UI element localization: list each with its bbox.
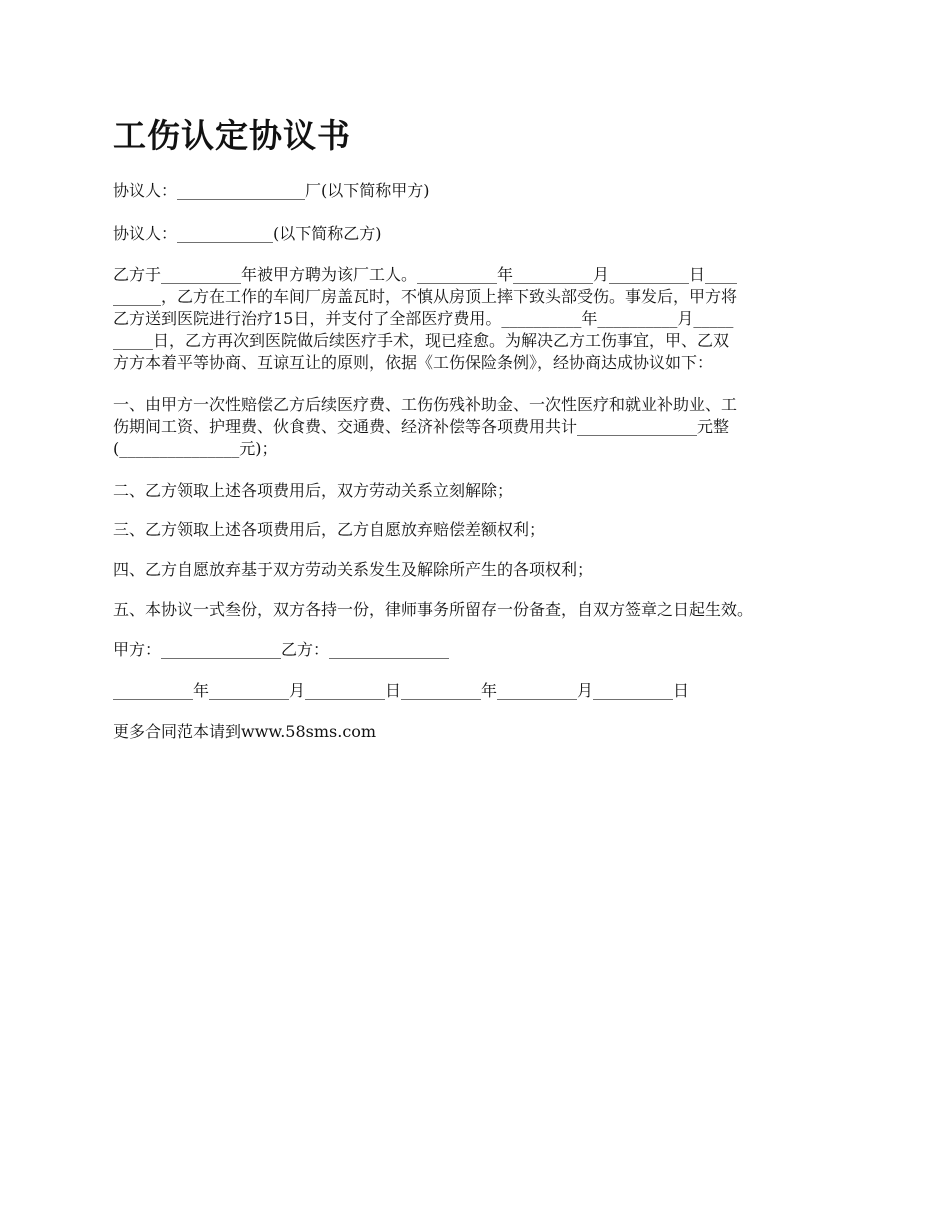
intro-line: 乙方于__________年被甲方聘为该厂工人。__________年__________月__________日____: [113, 265, 738, 284]
clause-4: 四、乙方自愿放弃基于双方劳动关系发生及解除所产生的各项权利；: [113, 560, 594, 579]
intro-line: _____日，乙方再次到医院做后续医疗手术，现已痊愈。为解决乙方工伤事宜，甲、乙双: [113, 331, 730, 350]
footer-link-text: 更多合同范本请到www.58sms.com: [113, 722, 377, 741]
date-line: __________年__________月__________日__________年__________月__________日: [113, 681, 690, 700]
intro-line: 方方本着平等协商、互谅互让的原则，依据《工伤保险条例》，经协商达成协议如下：: [113, 353, 714, 372]
clause-1-line: 伤期间工资、护理费、伙食费、交通费、经济补偿等各项费用共计_______________元整: [113, 417, 730, 436]
intro-paragraph: [113, 264, 853, 374]
clause-1: [113, 394, 853, 460]
party-b-line: 协议人：____________(以下简称乙方): [113, 224, 382, 243]
document-title: 工伤认定协议书: [113, 116, 351, 155]
intro-line: 乙方送到医院进行治疗15日，并支付了全部医疗费用。__________年__________月_____: [113, 309, 734, 328]
clause-1-line: (_______________元)；: [113, 439, 278, 458]
clause-1-line: 一、由甲方一次性赔偿乙方后续医疗费、工伤伤残补助金、一次性医疗和就业补助业、工: [113, 395, 738, 414]
clause-5: 五、本协议一式叁份，双方各持一份，律师事务所留存一份备查，自双方签章之日起生效。: [113, 600, 754, 619]
signature-line: 甲方：_______________乙方：_______________: [113, 640, 450, 659]
party-a-line: 协议人：________________厂(以下简称甲方): [113, 181, 430, 200]
clause-3: 三、乙方领取上述各项费用后，乙方自愿放弃赔偿差额权利；: [113, 520, 546, 539]
clause-2: 二、乙方领取上述各项费用后，双方劳动关系立刻解除；: [113, 481, 514, 500]
intro-line: ______，乙方在工作的车间厂房盖瓦时，不慎从房顶上摔下致头部受伤。事发后，甲方将: [113, 287, 738, 306]
